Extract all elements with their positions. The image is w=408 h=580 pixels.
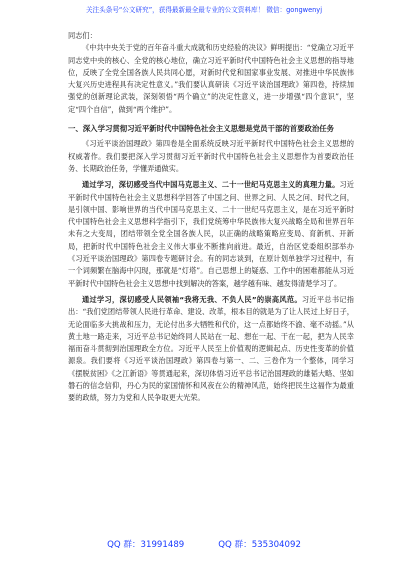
paragraph-4-lead: 通过学习，深切感受人民领袖“我将无我、不负人民”的崇高风范。 bbox=[82, 294, 302, 304]
page-footer bbox=[0, 538, 408, 550]
document-body bbox=[68, 30, 354, 405]
paragraph-2: 《习近平谈治国理政》第四卷是全面系统反映习近平新时代中国特色社会主义思想的权威著作。我们要把深入学习贯彻习近平新时代中国特色社会主义思想作为首要政治任务、长期政治任务，学懂弄通做实。 bbox=[68, 139, 354, 173]
promo-banner[interactable]: 关注头条号“公文研究”，获得最新最全最专业的公文资料库！ 微信：gongwenyj bbox=[85, 6, 323, 14]
paragraph-4 bbox=[68, 294, 354, 405]
paragraph-4-text: 习近平总书记指出：“我们党团结带领人民进行革命、建设、改革，根本目的就是为了让人民过上好日子，无论面临多大挑战和压力，无论付出多大牺牲和代价，这一点都始终不渝、毫不动摇。”从黄土地一路走来，习近平总书记始终同人民站在一起、想在一起、干在一起，把为人民幸福而奋斗贯彻到治国理政全方位。习近平人民至上价值观的逻辑起点、历史性变革的价值源泉。我们要将《习近平谈治国理政》第四卷与第一、二、三卷作为一个整体，同学习《摆脱贫困》《之江新语》等贯通起来，深切体悟习近平总书记治国理政的雄韬大略、坚如磐石的信念信仰，丹心为民的家国情怀和风夜在公的精神风范，始终把民生这福作为最重要的政绩，努力为党和人民争取更大光荣。 bbox=[68, 294, 354, 403]
greeting: 同志们： bbox=[68, 31, 97, 40]
section-heading-1: 一、深入学习贯彻习近平新时代中国特色社会主义思想是党员干部的首要政治任务 bbox=[68, 124, 335, 134]
paragraph-3-text: 习近平新时代中国特色社会主义思想科学回答了中国之问、世界之问、人民之问、时代之问，是引领中国、影响世界的当代中国马克思主义、二十一世纪马克思主义，是在习近平新时代中国特色社会主义思想科学指引下，我们党统筹中华民族伟大复兴战略全局和世界百年未有之大变局，团结带领全党全国各族人民，以正确的战略策略应变局、育新机、开新局，把新时代中国特色社会主义伟大事业不断推向前进。最近，自治区党委组织部举办《习近平谈治国理政》第四卷专题研讨会。有的同志谈到，在原计划单独学习过程中，有一个词频繁在脑海中闪现，那就是“灯塔”。自己思想上的疑惑、工作中的困难都能从习近平新时代中国特色社会主义思想中找到解决的答案，越学越有味、越发得清楚学习了。 bbox=[68, 180, 354, 288]
footer-qq-group-1: QQ 群：31991489 bbox=[107, 540, 185, 550]
footer-qq-group-2: QQ 群：535304092 bbox=[218, 540, 301, 550]
paragraph-intro: 《中共中央关于党的百年奋斗重大成就和历史经验的决议》鲜明提出：“党确立习近平同志党中央的核心、全党的核心地位，确立习近平新时代中国特色社会主义思想的指导地位，反映了全党全国各族人民共同心愿，对新时代党和国家事业发展、对推进中华民族伟大复兴历史进程具有决定性意义。”我们要认真研读《习近平谈治国理政》第四卷，持续加强党的创新理论武装，深刻领悟“两个确立”的决定性意义，进一步增强“四个意识”，坚定“四个自信”，做到“两个维护”。 bbox=[68, 43, 354, 114]
paragraph-3-lead: 通过学习，深切感受当代中国马克思主义、二十一世纪马克思主义的真理力量。 bbox=[82, 180, 340, 190]
paragraph-3 bbox=[68, 179, 354, 290]
